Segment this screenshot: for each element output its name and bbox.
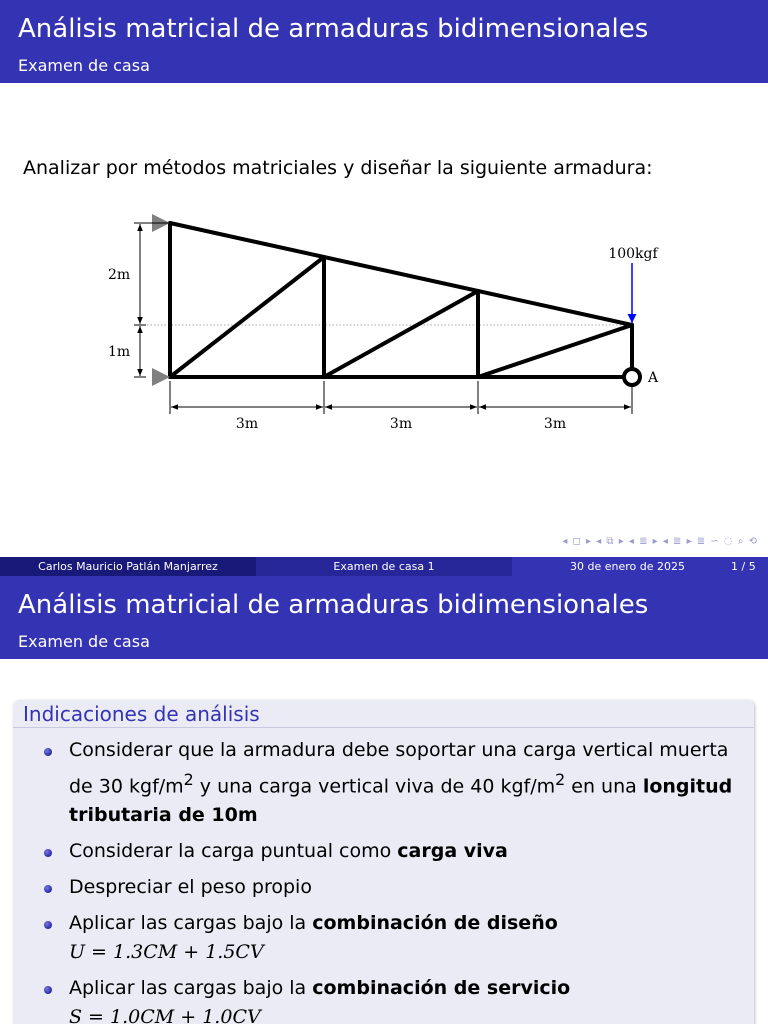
footer-short-title: Examen de casa 1 (256, 557, 512, 576)
span-label-3: 3m (543, 416, 567, 432)
footer-date: 30 de enero de 2025 (570, 560, 685, 573)
height-bottom-label: 1m (108, 344, 131, 360)
frame-subtitle: Examen de casa (18, 632, 150, 651)
block-divider (13, 727, 754, 728)
list-item: Aplicar las cargas bajo la combinación de diseño U = 1.3CM + 1.5CV (23, 909, 749, 967)
load-label: 100kgf (608, 246, 658, 262)
frame-title-bar (0, 576, 768, 659)
span-label-2: 3m (389, 416, 413, 432)
footer-page-number: 1 / 5 (731, 560, 756, 573)
support-arrow-bottom (152, 368, 170, 386)
intro-text: Analizar por métodos matriciales y diseñar la siguiente armadura: (23, 157, 653, 179)
footer-author: Carlos Mauricio Patlán Manjarrez (0, 557, 256, 576)
diagonal-member-3 (478, 325, 632, 377)
beamer-navigation[interactable]: ◂ ◻ ▸ ◂ ⧉ ▸ ◂ ≣ ▸ ◂ ≣ ▸ ≣ ∽ ◌ ⌕ ⟲ (562, 536, 758, 547)
list-item: Aplicar las cargas bajo la combinación de servicio S = 1.0CM + 1.0CV (23, 974, 749, 1024)
service-combination-formula: S = 1.0CM + 1.0CV (69, 1006, 261, 1024)
frame-title: Análisis matricial de armaduras bidimensionales (18, 590, 649, 620)
list-item: Despreciar el peso propio (23, 873, 749, 902)
frame-subtitle: Examen de casa (18, 56, 150, 75)
truss-diagram (0, 200, 768, 450)
vertical-dimensions (134, 223, 170, 377)
list-item: Considerar que la armadura debe soportar una carga vertical muerta de 30 kgf/$m^2$ y una carga vertical viva de 40 kgf/$m^2$ en una longitud tributaria de 10m (23, 736, 749, 830)
support-label: A (648, 370, 659, 386)
instructions-list (23, 736, 749, 1024)
frame-title: Análisis matricial de armaduras bidimensionales (18, 14, 649, 44)
footline (0, 557, 768, 576)
block-title: Indicaciones de análisis (23, 702, 260, 726)
list-item: Considerar la carga puntual como carga viva (23, 837, 749, 866)
analysis-instructions-block (13, 700, 754, 1024)
pin-support-a (624, 369, 640, 385)
frame-title-bar (0, 0, 768, 83)
span-label-1: 3m (235, 416, 259, 432)
slide-2 (0, 576, 768, 1024)
diagonal-member-2 (324, 291, 478, 377)
horizontal-dimensions (170, 381, 632, 414)
top-chord (170, 223, 632, 325)
footer-date-page (512, 557, 768, 576)
bullet-icon (44, 849, 52, 857)
height-top-label: 2m (108, 267, 131, 283)
bullet-icon (44, 748, 52, 756)
design-combination-formula: U = 1.3CM + 1.5CV (69, 941, 264, 964)
bullet-icon (44, 986, 52, 994)
bullet-icon (44, 921, 52, 929)
truss-members (170, 223, 632, 377)
bullet-icon (44, 885, 52, 893)
diagonal-member-1 (170, 257, 324, 377)
